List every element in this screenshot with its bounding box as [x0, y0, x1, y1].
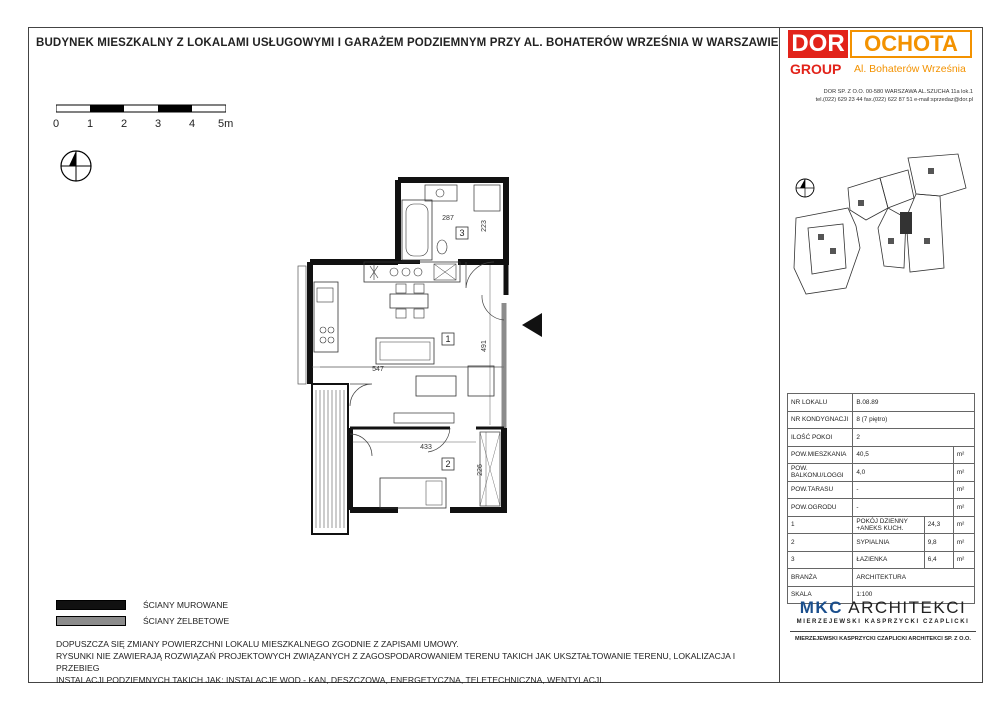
- table-row: [788, 569, 975, 587]
- table-row: [788, 499, 975, 517]
- apartment-info-table: [787, 393, 975, 604]
- row-value: 8 (7 piętro): [853, 411, 975, 429]
- dim-bedroom-width: 433: [420, 444, 432, 451]
- legend-label-masonry: ŚCIANY MUROWANE: [143, 600, 229, 610]
- branza-value: ARCHITEKTURA: [853, 569, 975, 587]
- note-line: RYSUNKI NIE ZAWIERAJĄ ROZWIĄZAŃ PROJEKTOWYCH ZWIĄZANYCH Z ZAGOSPODAROWANIEM TERENU TAKICH JAK UKSZTAŁTOWANIE TERENU, LOKALIZACJA I PRZEBIEG: [56, 651, 736, 673]
- notes: [56, 638, 771, 686]
- scale-label-4: 4: [189, 118, 196, 130]
- table-row: [788, 394, 975, 412]
- dim-living-width: 547: [372, 366, 384, 373]
- table-row: [788, 534, 975, 552]
- room-name: POKÓJ DZIENNY +ANEKS KUCH.: [853, 516, 924, 534]
- page-title: BUDYNEK MIESZKALNY Z LOKALAMI USŁUGOWYMI I GARAŻEM PODZIEMNYM PRZY AL. BOHATERÓW WRZEŚNIA W WARSZAWIE: [36, 37, 779, 49]
- scale-label-1: 1: [87, 118, 94, 130]
- logo-address-text: Al. Bohaterów Września: [854, 63, 966, 75]
- room-area: 9,8: [924, 534, 953, 552]
- table-row: [788, 429, 975, 447]
- branza-label: BRANŻA: [788, 569, 853, 587]
- dim-bath-depth: 223: [481, 220, 488, 232]
- room-no: 1: [788, 516, 853, 534]
- architect-mkc: MKC: [799, 598, 843, 617]
- room-area: 6,4: [924, 551, 953, 569]
- row-label: NR KONDYGNACJI: [788, 411, 853, 429]
- room-unit: m²: [953, 534, 974, 552]
- row-unit: m²: [953, 464, 974, 482]
- row-label: NR LOKALU: [788, 394, 853, 412]
- row-label: POW.MIESZKANIA: [788, 446, 853, 464]
- room-name: SYPIALNIA: [853, 534, 924, 552]
- room-no: 3: [788, 551, 853, 569]
- dim-living-depth: 491: [481, 340, 488, 352]
- architect-logo: [790, 598, 976, 642]
- scale-label-3: 3: [155, 118, 162, 130]
- north-arrow-icon: [56, 146, 96, 186]
- row-label: POW.TARASU: [788, 481, 853, 499]
- room-unit: m²: [953, 551, 974, 569]
- row-value: 2: [853, 429, 975, 447]
- row-label: POW.OGRODU: [788, 499, 853, 517]
- legend-swatch-concrete: [56, 616, 126, 626]
- table-row: [788, 551, 975, 569]
- scale-label-5m: 5m: [218, 118, 234, 130]
- skala-value: 1:100: [853, 586, 975, 604]
- row-label: ILOŚĆ POKOI: [788, 429, 853, 447]
- row-value: -: [853, 481, 954, 499]
- row-value: -: [853, 499, 954, 517]
- scale-label-0: 0: [53, 118, 60, 130]
- table-row: [788, 481, 975, 499]
- developer-contact: [793, 88, 973, 104]
- row-unit: m²: [953, 481, 974, 499]
- room-number-1: 1: [445, 334, 451, 344]
- architect-architekci: ARCHITEKCI: [848, 598, 967, 617]
- row-label: POW. BALKONU/LOGGI: [788, 464, 853, 482]
- room-number-3: 3: [459, 228, 465, 238]
- logo-dor-text: DOR: [788, 30, 848, 58]
- architect-divider: [790, 631, 976, 632]
- logo-ochota-text: OCHOTA: [850, 30, 972, 58]
- note-line: INSTALACJI PODZIEMNYCH TAKICH JAK: INSTALACJE WOD - KAN, DESZCZOWA, ENERGETYCZNA, TELETECHNICZNA, WENTYLACJI.: [56, 675, 604, 685]
- contact-line-phone: tel.(022) 629 23 44 fax.(022) 622 87 51 e-mail:sprzedaz@dor.pl: [815, 97, 973, 103]
- architect-name: [790, 598, 976, 618]
- room-no: 2: [788, 534, 853, 552]
- contact-line-address: DOR SP. Z O.O. 00-580 WARSZAWA AL.SZUCHA 11a lok.1: [823, 89, 973, 95]
- room-number-2: 2: [445, 459, 451, 469]
- dim-bedroom-depth: 226: [477, 464, 484, 476]
- table-row: [788, 464, 975, 482]
- room-name: ŁAZIENKA: [853, 551, 924, 569]
- entrance-arrow-icon: [522, 313, 542, 337]
- row-value: 4,0: [853, 464, 954, 482]
- table-row: [788, 446, 975, 464]
- scale-label-2: 2: [121, 118, 128, 130]
- architect-subtitle: MIERZEJEWSKI KASPRZYCKI CZAPLICKI: [796, 619, 970, 625]
- dim-bath-width: 287: [442, 215, 454, 222]
- row-unit: m²: [953, 499, 974, 517]
- key-plan: [788, 148, 973, 298]
- row-value: B.08.89: [853, 394, 975, 412]
- row-unit: m²: [953, 446, 974, 464]
- room-unit: m²: [953, 516, 974, 534]
- table-row: [788, 516, 975, 534]
- floor-plan: [290, 170, 560, 550]
- room-area: 24,3: [924, 516, 953, 534]
- table-row: [788, 411, 975, 429]
- legend-swatch-masonry: [56, 600, 126, 610]
- legend-label-concrete: ŚCIANY ŻELBETOWE: [143, 616, 230, 626]
- note-line: DOPUSZCZA SIĘ ZMIANY POWIERZCHNI LOKALU MIESZKALNEGO ZGODNIE Z ZAPISAMI UMOWY.: [56, 639, 459, 649]
- panel-divider: [779, 27, 780, 683]
- architect-company: MIERZEJEWSKI KASPRZYCKI CZAPLICKI ARCHITEKCI SP. Z O.O.: [795, 636, 971, 642]
- row-value: 40,5: [853, 446, 954, 464]
- scale-bar: [56, 104, 226, 114]
- logo-group-text: GROUP: [790, 61, 842, 77]
- skala-label: SKALA: [788, 586, 853, 604]
